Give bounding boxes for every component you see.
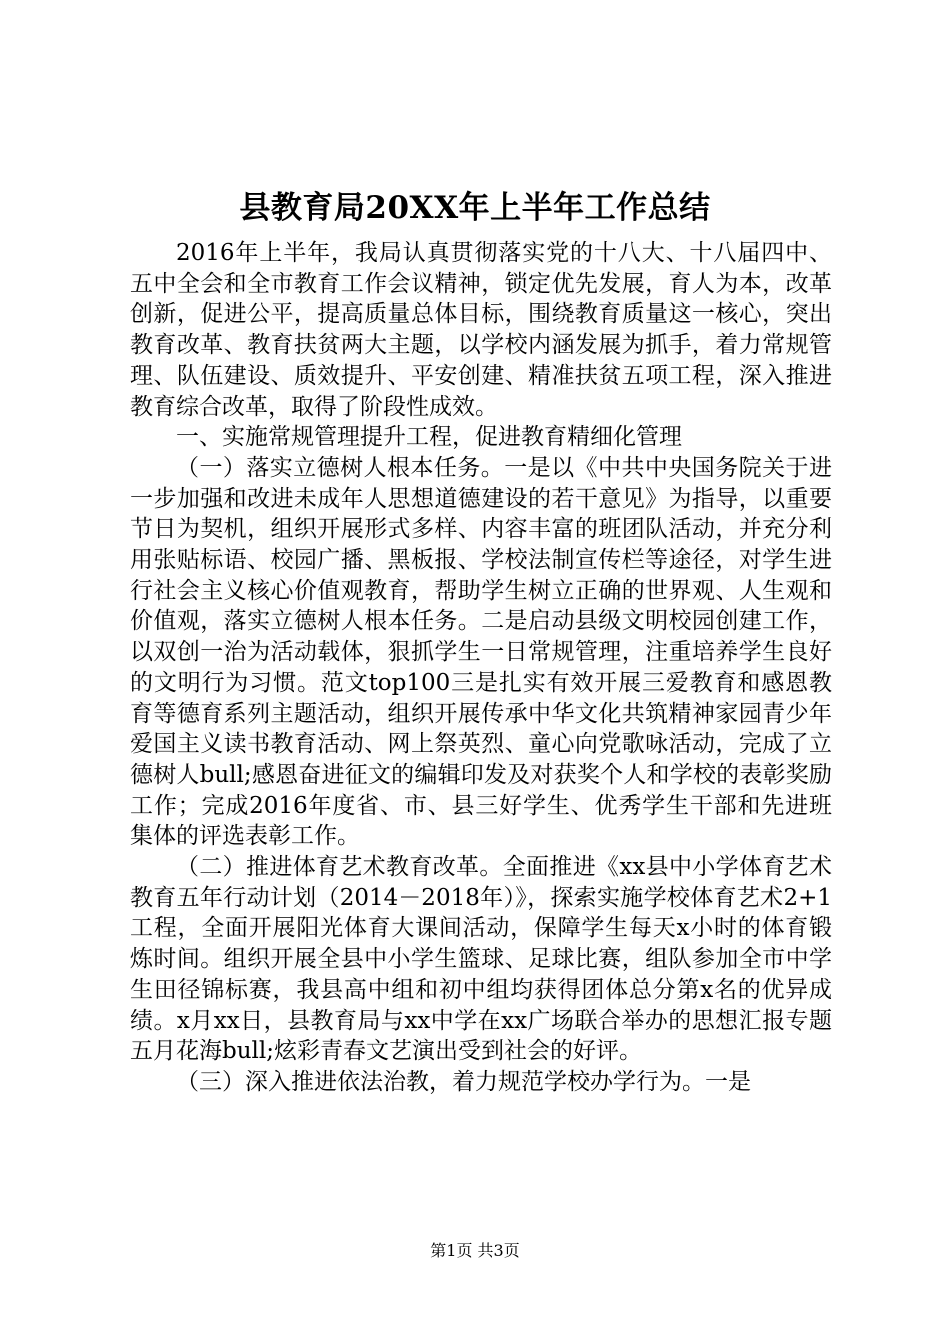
section-heading-1: 一、实施常规管理提升工程，促进教育精细化管理 [176, 424, 682, 451]
paragraph-moral-education: （一）落实立德树人根本任务。一是以《中共中央国务院关于进一步加强和改进未成年人思想道德建设的若干意见》为指导，以重要节日为契机，组织开展形式多样、内容丰富的班团队活动，并充分利用张贴标语、校园广播、黑板报、学校法制宣传栏等途径，对学生进行社会主义核心价值观教育，帮助学生树立正确的世界观、人生观和价值观，落实立德树人根本任务。二是启动县级文明校园创建工作，以双创一治为活动载体，狠抓学生一日常规管理，注重培养学生良好的文明行为习惯。范文top100三是扎实有效开展三爱教育和感恩教育等德育系列主题活动，组织开展传承中华文化共筑精神家园青少年爱国主义读书教育活动、网上祭英烈、童心向党歌咏活动，完成了立德树人bull;感恩奋进征文的编辑印发及对获奖个人和学校的表彰奖励工作；完成2016年度省、市、县三好学生、优秀学生干部和先进班集体的评选表彰工作。 [130, 454, 832, 850]
document-title: 县教育局20XX年上半年工作总结 [239, 190, 711, 226]
paragraph-sports-arts: （二）推进体育艺术教育改革。全面推进《xx县中小学体育艺术教育五年行动计划（2014－2018年）》，探索实施学校体育艺术2+1工程，全面开展阳光体育大课间活动，保障学生每天x小时的体育锻炼时间。组织开展全县中小学生篮球、足球比赛，组队参加全市中学生田径锦标赛，我县高中组和初中组均获得团体总分第x名的优异成绩。x月xx日，县教育局与xx中学在xx广场联合举办的思想汇报专题五月花海bull;炫彩青春文艺演出受到社会的好评。 [130, 854, 832, 1065]
paragraph-rule-of-law: （三）深入推进依法治教，着力规范学校办学行为。一是 [176, 1068, 751, 1095]
document-body [130, 238, 832, 1098]
page-footer: 第1页 共3页 [430, 1241, 520, 1260]
paragraph-intro: 2016年上半年，我局认真贯彻落实党的十八大、十八届四中、五中全会和全市教育工作会议精神，锁定优先发展，育人为本，改革创新，促进公平，提高质量总体目标，围绕教育质量这一核心，突出教育改革、教育扶贫两大主题，以学校内涵发展为抓手，着力常规管理、队伍建设、质效提升、平安创建、精准扶贫五项工程，深入推进教育综合改革，取得了阶段性成效。 [130, 240, 832, 420]
